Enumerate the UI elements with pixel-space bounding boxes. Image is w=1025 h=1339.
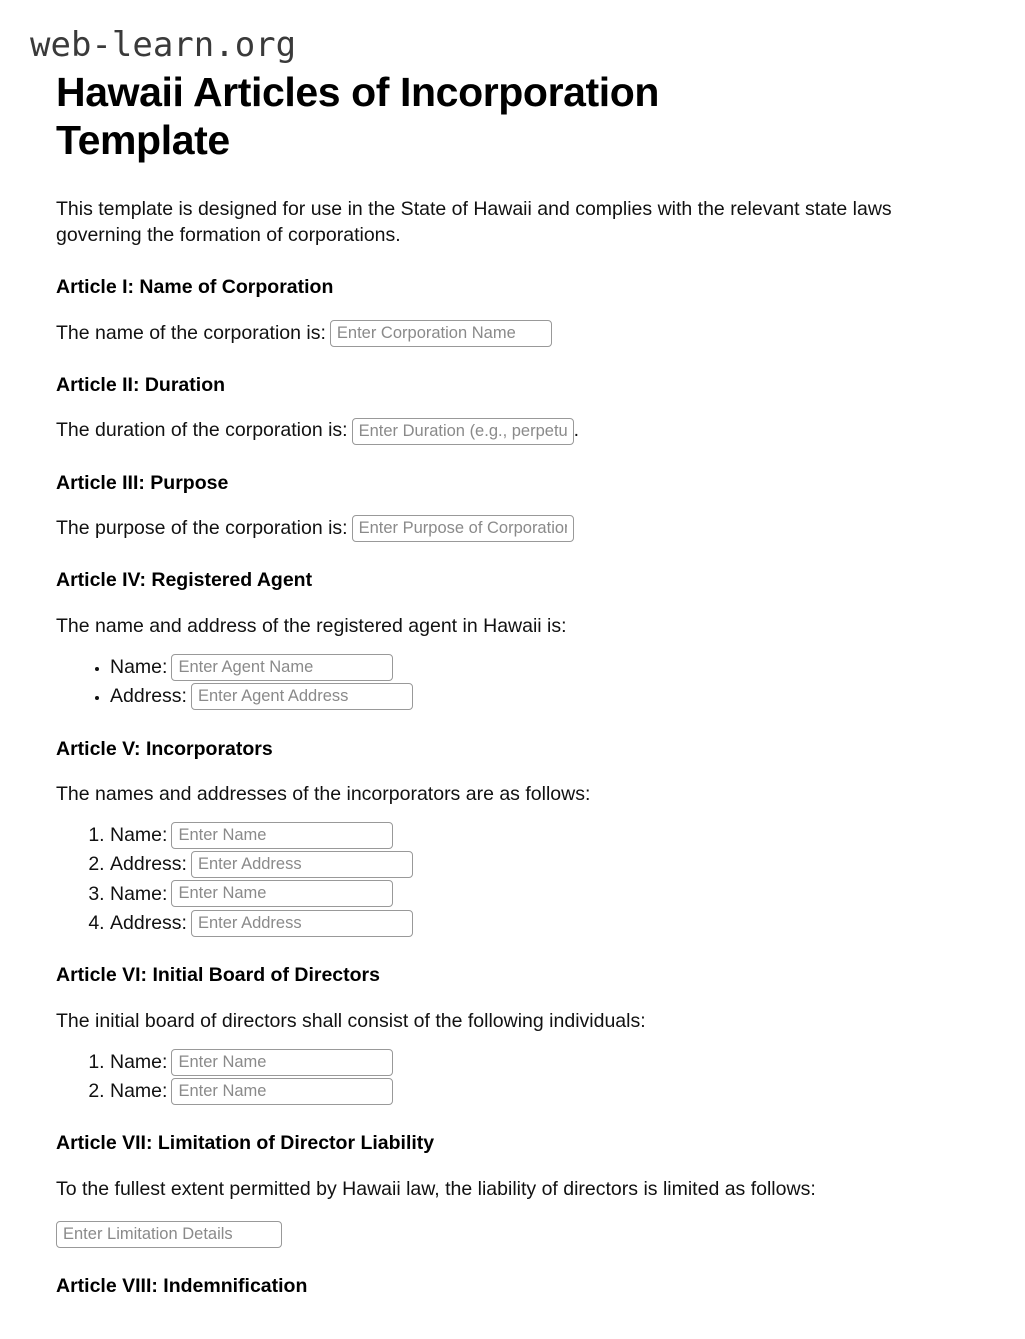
- list-item: [110, 909, 969, 937]
- list-item: [110, 880, 969, 908]
- list-item: [110, 653, 969, 681]
- list-item: [110, 1077, 969, 1105]
- article-heading-iv: Article IV: Registered Agent: [56, 569, 313, 592]
- list-item: [110, 682, 969, 710]
- article-i-label: The name of the corporation is:: [56, 321, 326, 344]
- article-heading-iii: Article III: Purpose: [56, 471, 229, 494]
- page-title: Hawaii Articles of Incorporation Template: [56, 68, 660, 164]
- duration-input[interactable]: [352, 418, 574, 445]
- director-1-name-input[interactable]: [171, 1049, 393, 1076]
- agent-address-label: • Address:: [110, 685, 187, 708]
- incorporator-1-name-input[interactable]: [171, 822, 393, 849]
- limitation-details-row: [56, 1221, 969, 1248]
- agent-name-input[interactable]: [171, 654, 393, 681]
- article-heading-i: Article I: Name of Corporation: [56, 276, 334, 299]
- site-logo: web-learn.org: [30, 25, 297, 65]
- incorporator-2-address-input[interactable]: [191, 910, 413, 937]
- article-ii-trailing: .: [573, 419, 580, 442]
- article-iii-field-row: [56, 515, 969, 542]
- director-2-name-label: 2. Name:: [110, 1080, 168, 1103]
- incorporator-1-address-label: 2. Address:: [110, 853, 187, 876]
- list-item: [110, 821, 969, 849]
- director-2-name-input[interactable]: [171, 1078, 393, 1105]
- incorporator-1-address-input[interactable]: [191, 851, 413, 878]
- article-iii-label: The purpose of the corporation is:: [56, 517, 348, 539]
- corporation-name-input[interactable]: [330, 320, 552, 347]
- incorporator-2-name-input[interactable]: [171, 880, 393, 907]
- director-1-name-label: 1. Name:: [110, 1050, 168, 1073]
- article-heading-viii: Article VIII: Indemnification: [56, 1275, 308, 1298]
- incorporator-2-name-label: 3. Name:: [110, 882, 168, 905]
- directors-list: [56, 1048, 969, 1106]
- article-heading-vii: Article VII: Limitation of Director Liability: [56, 1132, 435, 1155]
- article-vii-lead: To the fullest extent permitted by Hawaii law, the liability of directors is limited as follows:: [56, 1177, 816, 1200]
- article-heading-ii: Article II: Duration: [56, 373, 226, 396]
- agent-address-input[interactable]: [191, 683, 413, 710]
- limitation-details-input[interactable]: [56, 1221, 282, 1248]
- article-vi-lead: The initial board of directors shall consist of the following individuals:: [56, 1009, 646, 1032]
- article-i-field-row: [56, 320, 969, 347]
- purpose-input[interactable]: [352, 515, 574, 542]
- agent-name-label: • Name:: [110, 656, 168, 678]
- incorporators-list: [56, 821, 969, 937]
- article-heading-vi: Article VI: Initial Board of Directors: [56, 964, 380, 987]
- registered-agent-list: [56, 653, 969, 711]
- incorporator-1-name-label: 1. Name:: [110, 824, 168, 847]
- intro-paragraph: This template is designed for use in the State of Hawaii and complies with the relevant state laws governing the formation of corporations.: [56, 198, 892, 247]
- article-heading-v: Article V: Incorporators: [56, 737, 273, 760]
- article-ii-label: The duration of the corporation is:: [56, 419, 348, 442]
- incorporator-2-address-label: 4. Address:: [110, 911, 187, 934]
- list-item: [110, 850, 969, 878]
- article-iv-lead: The name and address of the registered agent in Hawaii is:: [56, 614, 567, 637]
- article-ii-field-row: [56, 417, 969, 444]
- article-v-lead: The names and addresses of the incorporators are as follows:: [56, 782, 591, 805]
- list-item: [110, 1048, 969, 1076]
